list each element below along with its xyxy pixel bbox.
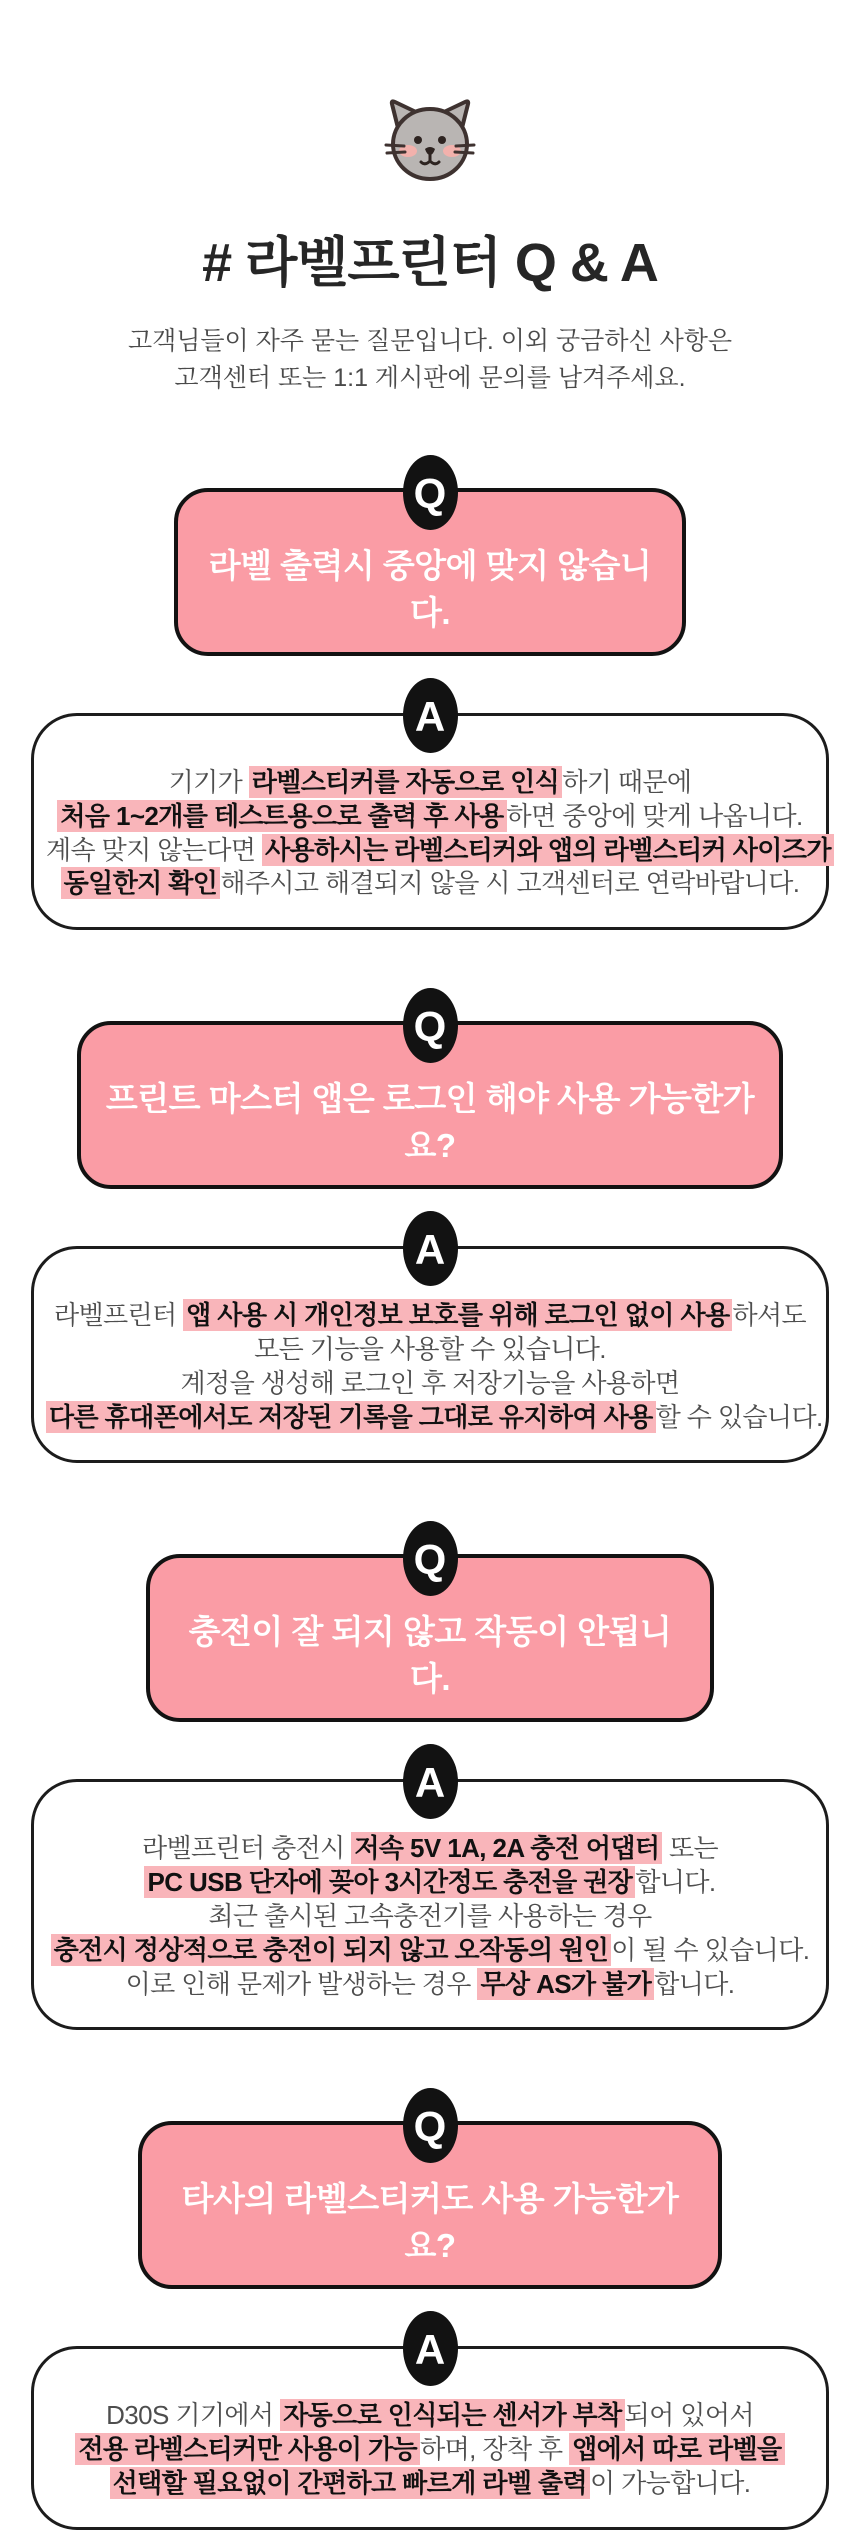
- question-badge: [403, 988, 458, 1063]
- plain-text: 이로 인해 문제가 발생하는 경우: [125, 1968, 478, 1999]
- question-text: 프린트 마스터 앱은 로그인 해야 사용 가능한가요?: [105, 1080, 755, 1165]
- answer-line: [46, 1934, 814, 1968]
- answer-line: [46, 766, 814, 800]
- plain-text: 또는: [662, 1833, 719, 1864]
- highlighted-text: 동일한지 확인: [61, 867, 221, 899]
- answer-lines: [46, 1299, 823, 1434]
- qa-section: [0, 2088, 860, 2529]
- plain-text: 하며, 장착 후: [420, 2434, 570, 2465]
- subtitle-line-2: 고객센터 또는 1:1 게시판에 문의를 남겨주세요.: [174, 364, 686, 392]
- answer-badge-letter: A: [414, 1225, 446, 1273]
- answer-badge: [403, 1744, 458, 1819]
- answer-badge: [403, 678, 458, 753]
- answer-line: [46, 2433, 814, 2467]
- highlighted-text: 처음 1~2개를 테스트용으로 출력 후 사용: [57, 800, 506, 832]
- answer-line: [46, 2399, 814, 2433]
- answer-badge: [403, 1211, 458, 1286]
- answer-line: [46, 1832, 814, 1866]
- answer-badge: [403, 2311, 458, 2386]
- page-subtitle: [0, 323, 860, 397]
- highlighted-text: 무상 AS가 불가: [477, 1968, 654, 2000]
- highlighted-text: 다른 휴대폰에서도 저장된 기록을 그대로 유지하여 사용: [46, 1401, 656, 1433]
- highlighted-text: 자동으로 인식되는 센서가 부착: [280, 2399, 625, 2431]
- plain-text: 이 가능합니다.: [590, 2467, 751, 2498]
- qa-list: [0, 397, 860, 2530]
- answer-badge-letter: A: [414, 2325, 446, 2373]
- question-badge-letter: Q: [413, 1002, 447, 1050]
- answer-line: [46, 1299, 814, 1333]
- answer-line: [46, 1866, 814, 1900]
- plain-text: 계정을 생성해 로그인 후 저장기능을 사용하면: [180, 1367, 680, 1398]
- highlighted-text: 충전시 정상적으로 충전이 되지 않고 오작동의 원인: [51, 1934, 612, 1966]
- plain-text: 모든 기능을 사용할 수 있습니다.: [254, 1333, 606, 1364]
- plain-text: D30S 기기에서: [106, 2400, 281, 2431]
- plain-text: 하셔도: [732, 1300, 807, 1331]
- qa-section: [0, 455, 860, 930]
- plain-text: 되어 있어서: [624, 2400, 754, 2431]
- plain-text: 하면 중앙에 맞게 나옵니다.: [506, 800, 803, 831]
- plain-text: 최근 출시된 고속충전기를 사용하는 경우: [208, 1900, 652, 1931]
- plain-text: 할 수 있습니다.: [655, 1401, 823, 1432]
- answer-wrap: [0, 2311, 860, 2529]
- answer-lines: [46, 1832, 814, 2001]
- answer-line: [46, 834, 831, 868]
- question-text: 충전이 잘 되지 않고 작동이 안됩니다.: [188, 1613, 672, 1698]
- answer-lines: [46, 2399, 814, 2500]
- answer-line: [46, 1968, 814, 2002]
- answer-line: [46, 1401, 823, 1435]
- subtitle-line-1: 고객님들이 자주 묻는 질문입니다. 이외 궁금하신 사항은: [127, 327, 733, 355]
- plain-text: 라벨프린터 충전시: [141, 1833, 352, 1864]
- cat-face-icon: [384, 98, 476, 182]
- qa-section: [0, 988, 860, 1463]
- answer-wrap: [0, 1211, 860, 1463]
- plain-text: 해주시고 해결되지 않을 시 고객센터로 연락바랍니다.: [220, 868, 800, 899]
- plain-text: 기기가: [168, 767, 249, 797]
- question-badge: [403, 455, 458, 530]
- plain-text: 하기 때문에: [562, 767, 692, 797]
- answer-badge-letter: A: [414, 1758, 446, 1806]
- answer-line: [46, 2467, 814, 2501]
- answer-line: [46, 1333, 814, 1367]
- answer-line: [46, 1900, 814, 1934]
- answer-line: [46, 800, 814, 834]
- page-header: [0, 98, 860, 397]
- plain-text: 라벨프린터: [53, 1300, 184, 1331]
- highlighted-text: 라벨스티커를 자동으로 인식: [249, 766, 562, 798]
- answer-lines: [46, 766, 831, 901]
- highlighted-text: 앱 사용 시 개인정보 보호를 위해 로그인 없이 사용: [183, 1299, 732, 1331]
- highlighted-text: PC USB 단자에 꽂아 3시간정도 충전을 권장: [144, 1866, 635, 1898]
- answer-badge-letter: A: [414, 692, 446, 740]
- qa-section: [0, 1521, 860, 2030]
- answer-wrap: [0, 1744, 860, 2030]
- answer-wrap: [0, 678, 860, 930]
- plain-text: 합니다.: [654, 1968, 735, 1999]
- highlighted-text: 저속 5V 1A, 2A 충전 어댑터: [351, 1832, 662, 1864]
- answer-line: [46, 867, 814, 901]
- question-badge-letter: Q: [413, 2102, 447, 2150]
- question-text: 타사의 라벨스티커도 사용 가능한가요?: [181, 2180, 679, 2265]
- highlighted-text: 선택할 필요없이 간편하고 빠르게 라벨 출력: [110, 2467, 590, 2499]
- page-title: # 라벨프린터 Q & A: [202, 233, 658, 293]
- highlighted-text: 앱에서 따로 라벨을: [569, 2433, 784, 2465]
- question-badge-letter: Q: [413, 469, 447, 517]
- question-badge: [403, 1521, 458, 1596]
- highlighted-text: 사용하시는 라벨스티커와 앱의 라벨스티커 사이즈가: [262, 834, 834, 866]
- plain-text: 합니다.: [635, 1867, 716, 1898]
- answer-line: [46, 1367, 814, 1401]
- question-text: 라벨 출력시 중앙에 맞지 않습니다.: [208, 547, 652, 631]
- plain-text: 계속 맞지 않는다면: [46, 834, 262, 865]
- question-badge-letter: Q: [413, 1535, 447, 1583]
- highlighted-text: 전용 라벨스티커만 사용이 가능: [75, 2433, 420, 2465]
- question-badge: [403, 2088, 458, 2163]
- plain-text: 이 될 수 있습니다.: [611, 1934, 810, 1965]
